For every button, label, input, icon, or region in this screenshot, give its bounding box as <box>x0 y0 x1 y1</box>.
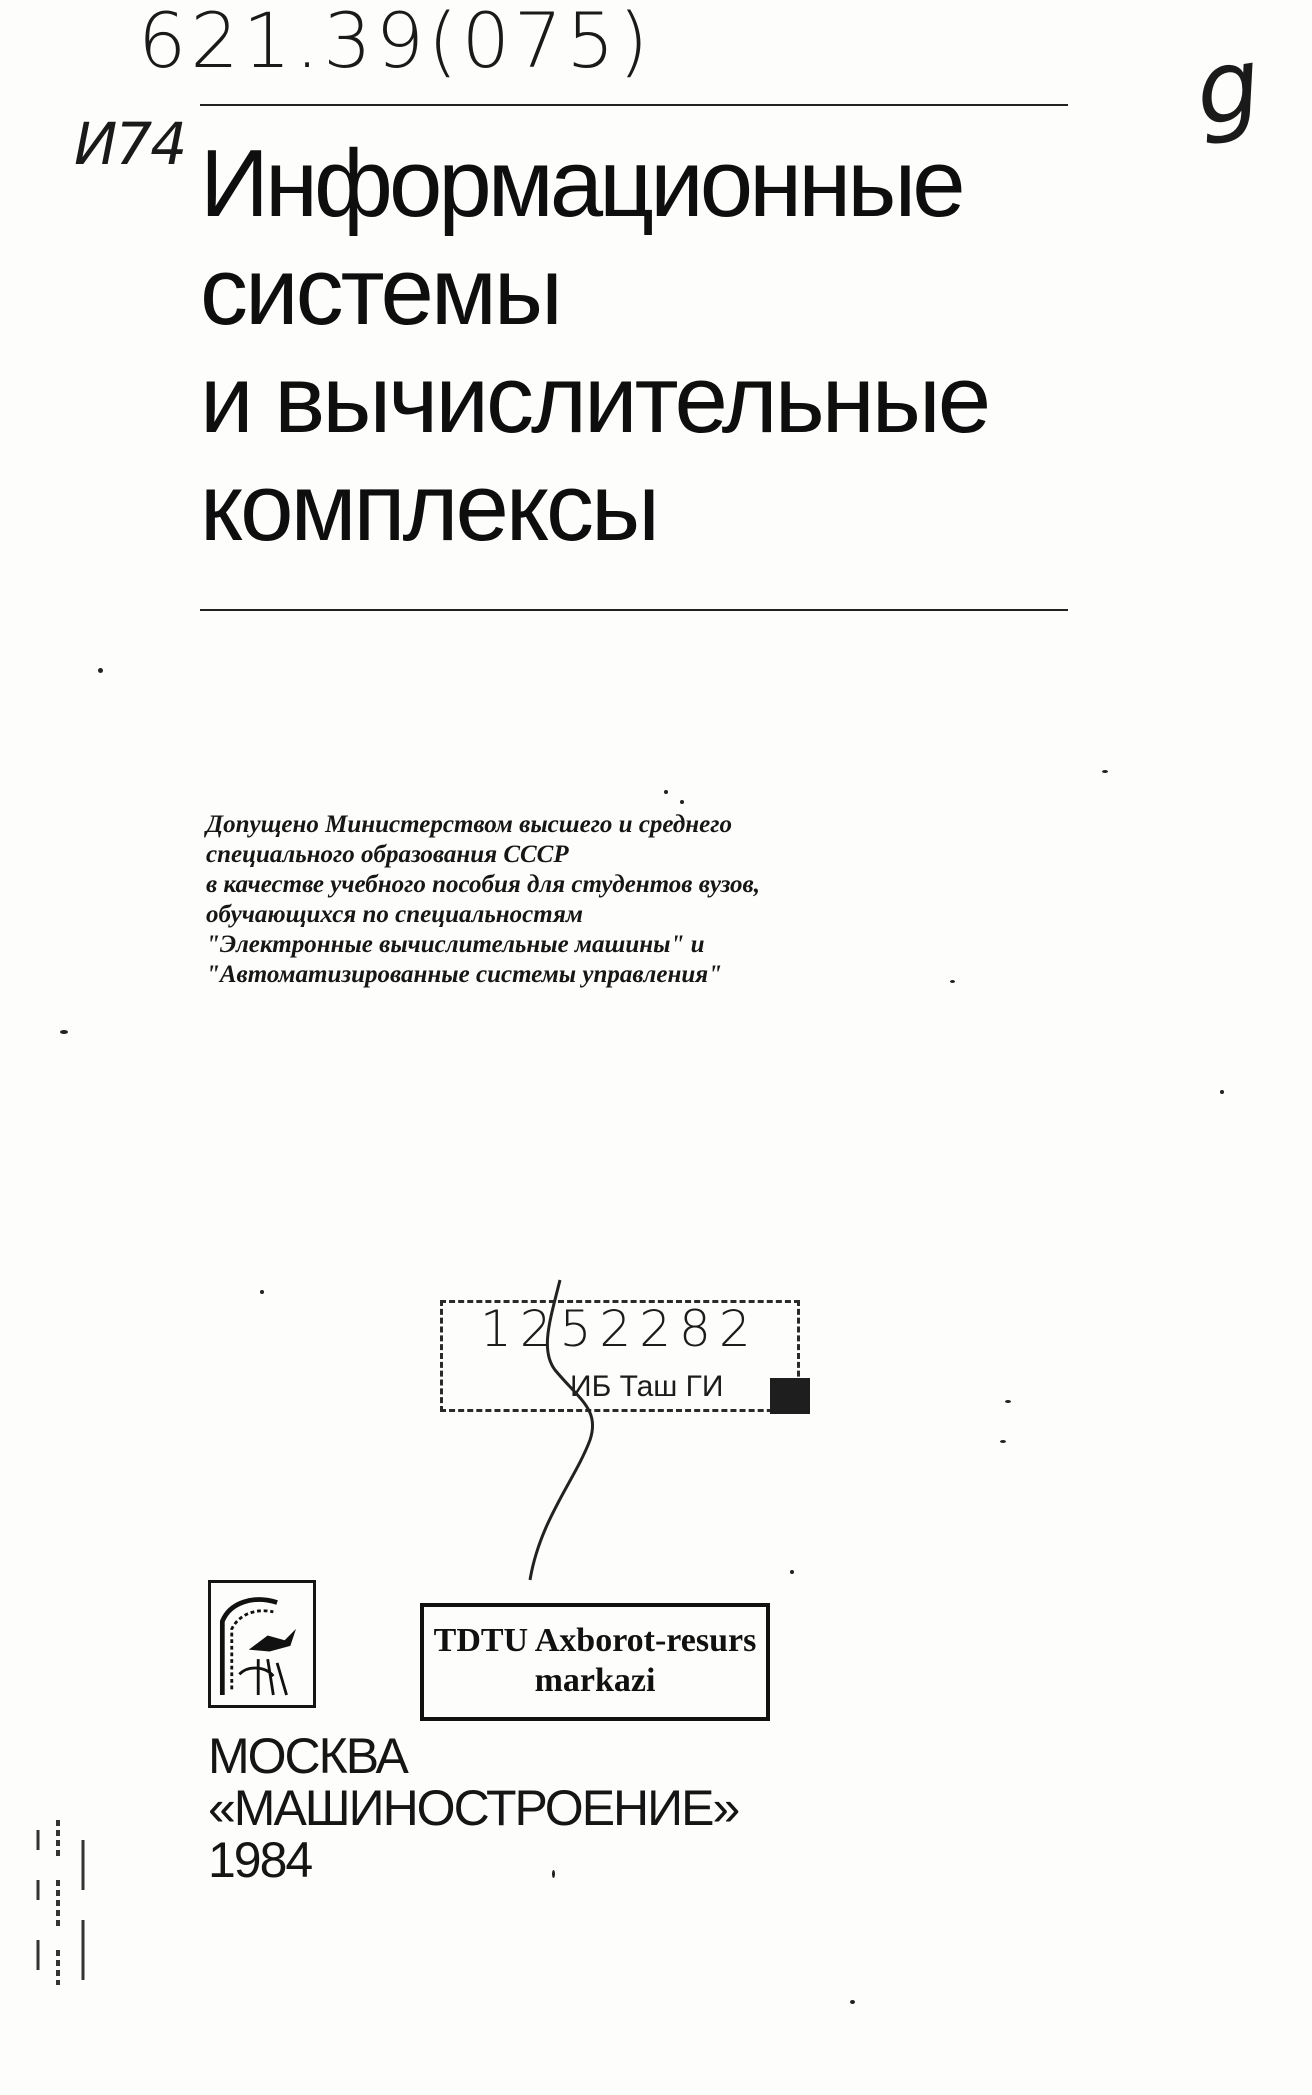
scan-speck <box>1005 1400 1011 1403</box>
tdtu-library-stamp <box>420 1603 770 1721</box>
scan-speck <box>60 1030 68 1034</box>
title-line-1: Информационные <box>200 130 962 237</box>
scan-speck <box>790 1570 794 1574</box>
approval-line: "Автоматизированные системы управления" <box>206 961 723 988</box>
shelf-mark-handwritten: И74 <box>74 110 186 178</box>
title-top-rule <box>200 104 1068 106</box>
imprint-year: 1984 <box>208 1832 312 1888</box>
approval-line: специального образования СССР <box>206 841 569 868</box>
scan-speck <box>552 1870 555 1878</box>
title-line-4: комплексы <box>200 454 657 561</box>
approval-line: в качестве учебного пособия для студентов вузов, <box>206 871 760 898</box>
tdtu-stamp-line-1: TDTU Axborot-resurs <box>433 1622 757 1659</box>
inventory-number: 1252282 <box>480 1300 759 1358</box>
imprint-city: МОСКВА <box>208 1728 407 1784</box>
scan-speck <box>1220 1090 1224 1094</box>
scan-speck <box>260 1290 264 1294</box>
stamp-ink-blot <box>770 1378 810 1414</box>
scan-speck <box>1102 770 1108 773</box>
publisher-emblem <box>208 1580 316 1708</box>
title-line-2: системы <box>200 238 560 345</box>
scan-speck <box>1000 1440 1006 1443</box>
ministry-approval-note <box>206 810 966 990</box>
tdtu-stamp-line-2: markazi <box>534 1662 656 1699</box>
publisher-imprint <box>208 1730 738 1886</box>
approval-line: обучающихся по специальностям <box>206 901 583 928</box>
publisher-logo-icon <box>211 1583 313 1705</box>
book-title <box>200 130 1100 562</box>
scan-speck <box>680 800 684 804</box>
title-line-3: и вычислительные <box>200 346 989 453</box>
udc-handwritten-code: 621.39(075) <box>138 0 653 85</box>
inventory-library-label: ИБ Таш ГИ <box>570 1370 724 1403</box>
corner-handwritten-mark: g <box>1188 24 1268 149</box>
approval-line: Допущено Министерством высшего и среднего <box>206 811 733 838</box>
scan-speck <box>664 790 668 794</box>
margin-spine-mark <box>28 1820 98 1990</box>
approval-line: "Электронные вычислительные машины" и <box>206 931 705 958</box>
scan-speck <box>98 668 103 673</box>
scan-speck <box>950 980 955 983</box>
imprint-publisher: «МАШИНОСТРОЕНИЕ» <box>208 1780 739 1836</box>
title-bottom-rule <box>200 609 1068 611</box>
signature-stroke <box>520 1280 610 1580</box>
scan-speck <box>850 2000 855 2004</box>
